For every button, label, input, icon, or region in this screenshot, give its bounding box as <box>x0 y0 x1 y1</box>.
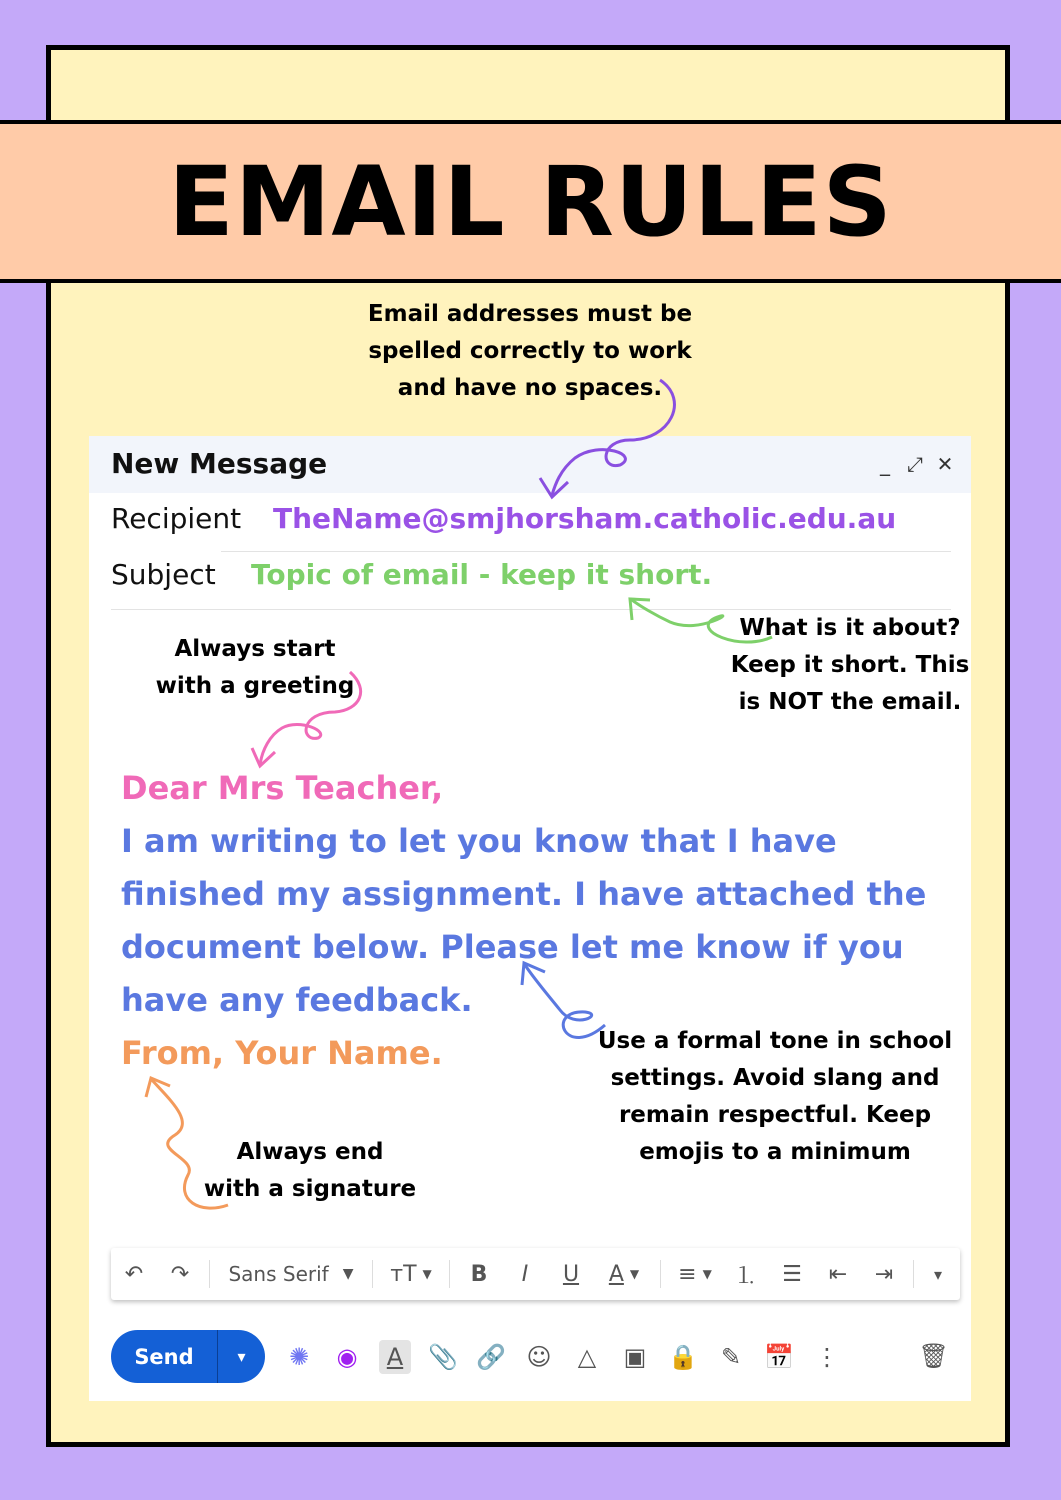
note-greeting: Always start with a greeting <box>155 636 355 699</box>
emoji-icon[interactable]: ☺ <box>526 1343 552 1371</box>
greeting-text[interactable]: Dear Mrs Teacher, <box>121 769 444 807</box>
confidential-icon[interactable]: 🔒 <box>668 1343 698 1371</box>
attach-icon[interactable]: 📎 <box>428 1343 458 1371</box>
schedule-icon[interactable]: 📅 <box>764 1343 794 1371</box>
note-signature: Always end with a signature <box>203 1139 417 1202</box>
note-tone: Use a formal tone in school settings. Avoid slang and remain respectful. Keep emojis to a minimum <box>597 1028 953 1165</box>
poster-title: EMAIL RULES <box>168 145 893 258</box>
font-select-label: Sans Serif <box>228 1262 329 1286</box>
text-color-icon[interactable]: A ▼ <box>608 1261 640 1287</box>
underline-icon[interactable]: U <box>562 1261 580 1287</box>
compose-window <box>89 436 971 1401</box>
toolbar-separator <box>660 1260 661 1288</box>
align-icon[interactable]: ≡ ▼ <box>678 1261 712 1287</box>
toolbar-separator <box>913 1260 914 1288</box>
bulleted-list-icon[interactable]: ☰ <box>782 1261 802 1287</box>
sparkle-icon[interactable]: ✺ <box>288 1343 310 1371</box>
recipient-field[interactable]: TheName@smjhorsham.catholic.edu.au <box>273 502 897 535</box>
text-size-icon[interactable]: тT ▼ <box>390 1261 432 1287</box>
expand-icon[interactable]: ⤢ <box>907 452 923 476</box>
indent-more-icon[interactable]: ⇥ <box>874 1261 894 1287</box>
title-banner <box>0 120 1061 283</box>
drive-icon[interactable]: △ <box>577 1343 597 1371</box>
send-options-icon[interactable]: ▾ <box>237 1347 246 1366</box>
close-icon[interactable]: ✕ <box>936 452 954 476</box>
send-button-group <box>111 1330 265 1383</box>
link-icon[interactable]: 🔗 <box>476 1343 506 1371</box>
chevron-down-icon: ▼ <box>629 1267 640 1281</box>
note-subject: What is it about? Keep it short. This is NOT the email. <box>730 615 970 715</box>
subject-label: Subject <box>111 558 216 591</box>
toolbar-separator <box>372 1260 373 1288</box>
chevron-down-icon: ▼ <box>702 1267 712 1281</box>
send-button[interactable]: Send <box>134 1344 194 1369</box>
redo-icon[interactable]: ↷ <box>170 1261 190 1287</box>
italic-icon[interactable]: I <box>521 1261 529 1287</box>
signature-text[interactable]: From, Your Name. <box>121 1034 443 1072</box>
message-body[interactable]: I am writing to let you know that I have finished my assignment. I have attached the document below. Please let me know if you have any feedback. <box>121 822 927 1019</box>
window-controls <box>875 452 955 476</box>
chevron-down-icon: ▼ <box>422 1267 432 1281</box>
more-options-icon[interactable]: ⋮ <box>815 1343 839 1371</box>
signature-pen-icon[interactable]: ✎ <box>720 1343 742 1371</box>
toolbar-separator <box>449 1260 450 1288</box>
undo-icon[interactable]: ↶ <box>124 1261 144 1287</box>
addon-icon[interactable]: ◉ <box>336 1343 358 1371</box>
chevron-down-icon: ▼ <box>342 1266 354 1282</box>
recipient-label: Recipient <box>111 502 242 535</box>
formatting-options-icon[interactable]: A <box>379 1340 411 1374</box>
font-select[interactable] <box>216 1248 366 1300</box>
formatting-toolbar <box>111 1248 960 1300</box>
note-addresses: Email addresses must be spelled correctly to work and have no spaces. <box>367 301 693 401</box>
photo-icon[interactable]: ▣ <box>623 1343 647 1371</box>
compose-actions <box>283 1340 843 1374</box>
trash-icon[interactable]: 🗑 <box>918 1342 949 1370</box>
indent-less-icon[interactable]: ⇤ <box>828 1261 848 1287</box>
minimize-icon[interactable]: _ <box>880 452 890 476</box>
window-title: New Message <box>111 447 328 480</box>
more-formatting-icon[interactable]: ▾ <box>933 1264 943 1284</box>
window-header <box>89 436 971 493</box>
subject-field[interactable]: Topic of email - keep it short. <box>251 558 713 591</box>
toolbar-separator <box>209 1260 210 1288</box>
bold-icon[interactable]: B <box>470 1261 488 1287</box>
recipient-divider <box>221 551 951 552</box>
numbered-list-icon[interactable]: ⒈ <box>734 1263 757 1289</box>
